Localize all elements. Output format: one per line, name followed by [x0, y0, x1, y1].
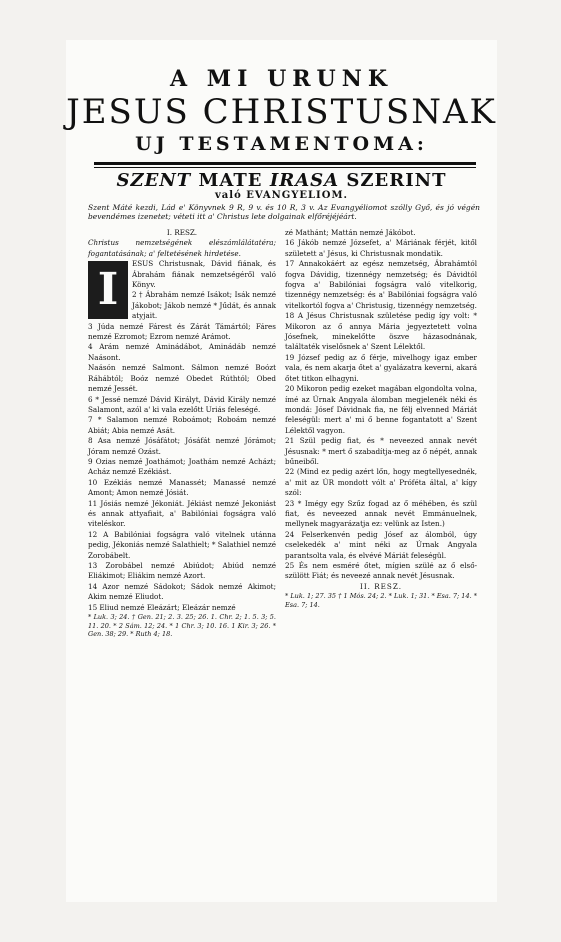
verse: 12 A Babilóniai fogságra való vitelnek utánna pedig, Jékoniás nemzé Salathielt; * Salathiel nemzé Zorobábelt.	[88, 529, 276, 560]
drop-cap: I	[88, 261, 128, 319]
next-chapter-heading: II. RESZ.	[360, 581, 402, 591]
title-line-5: való EVANGYELIOM.	[214, 190, 348, 201]
chapter-heading: I. RESZ.	[166, 228, 198, 237]
right-footnotes: * Luk. 1; 27. 35 † 1 Mós. 24; 2. * Luk. 1; 31. * Esa. 7; 14. * Esa. 7; 14.	[285, 592, 477, 609]
verse: 24 Felserkenvén pedig Jósef az álomból, úgy cselekedék a' mint néki az Úrnak Angyala parantsolta vala, és elvévé Máriát feleségül.	[285, 529, 477, 560]
title-szerint: SZERINT	[346, 170, 447, 191]
verse: 9 Ozias nemzé Joathámot; Joathám nemzé Acházt; Acház nemzé Ezékiást.	[88, 456, 276, 477]
verse: 22 (Mind ez pedig azért lőn, hogy megtellyesednék, a' mit az ÚR mondott vólt a' Próféta által, a' kígy szól:	[285, 467, 477, 498]
verse: 21 Szül pedig fiat, és * neveezed annak nevét Jésusnak: * mert ő szabadítja-meg az ő népét, annak bűneiből.	[285, 436, 477, 466]
title-szent: SZENT	[116, 170, 192, 191]
verse: 14 Azor nemzé Sádokot; Sádok nemzé Akimot; Akim nemzé Eliudot.	[88, 581, 276, 602]
verse: 11 Jósiás nemzé Jékoniát. Jékiást nemzé Jekoniást és annak attyafiait, a' Babilóniai fogságra való viteléskor.	[88, 498, 276, 529]
verse: 7 * Salamon nemzé Roboámot; Roboám nemzé Abiát; Abia nemzé Asát.	[88, 415, 276, 435]
title-line-4	[66, 170, 497, 191]
verse: 15 Eliud nemzé Eleázárt; Eleázár nemzé	[88, 602, 236, 612]
verse: Naásón nemzé Salmont. Sálmon nemzé Boózt Ráhábtól; Boóz nemzé Obedet Rúthtól; Obed nemzé Jessét.	[88, 363, 276, 394]
left-footnotes: * Luk. 3; 24. † Gen. 21; 2. 3. 25; 26. 1. Chr. 2; 1. 5. 3; 5. 11. 20. * 2 Sám. 12; 24. * 1 Chr. 3; 10. 16. 1 Kir. 3; 26. * Gen. 38; 29. * Ruth 4; 18.	[88, 613, 276, 639]
title-rule-thin	[94, 167, 476, 168]
verse: 25 És nem esméré őtet, mígien szülé az ő első-szülött Fiát; és neveezé annak nevét Jésusnak.	[285, 561, 477, 581]
verse: 6 * Jessé nemzé Dávid Királyt, Dávid Király nemzé Salamont, azól a' ki vala ezelőtt Uriás feleségé.	[88, 394, 276, 414]
chapter-summary: Christus nemzetségének elészámlálátatéra; fogantatásának; a' feltetésének hirdetése.	[88, 238, 276, 258]
verse: ESUS Christusnak, Dávid fiának, és Ábrahám fiának nemzetségéről való Könyv.	[132, 259, 276, 290]
title-irasa: IRASA	[269, 170, 340, 191]
verse: 16 Jákób nemzé Józsefet, a' Máriának férjét, kitől született a' Jésus, ki Christusnak mondatik.	[285, 238, 477, 258]
verse: 4 Arám nemzé Aminádábot, Aminádáb nemzé Naásont.	[88, 342, 276, 362]
title-mate: MATE	[198, 170, 263, 191]
verse: zé Mathánt; Mattán nemzé Jákóbot.	[285, 228, 416, 237]
verse: 13 Zorobábel nemzé Abiúdot; Abiúd nemzé Eliákimot; Eliákim nemzé Azort.	[88, 561, 276, 581]
title-rule-thick	[94, 162, 476, 165]
right-column	[285, 228, 477, 609]
verse: 3 Júda nemzé Fárest és Zárát Támártól; Fáres nemzé Ezromot; Ezrom nemzé Arámot.	[88, 321, 276, 342]
verse: 17 Annakokáért az egész nemzetség, Ábrahámtól fogva Dávidig, tizennégy nemzetség; és Dávidtól fogva a' Babilóniai fogságra való vitelkorig, tizennégy nemzetség: és a' Babilóniai fogságra való vitelkortól fogva a' Christusig, tizennégy nemzetség.	[285, 259, 477, 310]
verse: 20 Mikoron pedig ezeket magában elgondolta volna, ímé az Úrnak Angyala álomban megjelenék néki és mondá: Jósef Dávidnak fia, ne félj elvenned Máriát feleségül: mert a' mi ő benne fogantatott a' Szent Lélektől vagyon.	[285, 384, 477, 435]
title-line-3: UJ TESTAMENTOMA:	[135, 133, 428, 155]
left-column	[88, 228, 276, 639]
verse: 10 Ezékiás nemzé Manassét; Manassé nemzé Amont; Amon nemzé Jósiát.	[88, 477, 276, 498]
verse: 19 József pedig az ő férje, mivelhogy igaz ember vala, és nem akarja őtet a' gyalázatra keverni, akará őtet titkon elhagyni.	[285, 352, 477, 383]
verse: 23 * Imégy egy Szűz fogad az ő méhében, és szül fiat, és neveezed annak nevét Emmánuelnek, mellynek magyarázatja ez: velünk az Isten.)	[285, 498, 477, 529]
verse: 8 Asa nemzé Jósáfátot; Jósáfát nemzé Jórámot; Jóram nemzé Ozást.	[88, 436, 276, 456]
verse: 18 A Jésus Christusnak születése pedig így volt: * Mikoron az ő annya Mária jegyeztetett volna Jósefnek, minekelőtte öszve házasodnának, találtaték viselősnek a' Szent Lélektől.	[285, 311, 477, 352]
title-line-2: JESUS CHRISTUSNAK	[66, 92, 497, 132]
verse: 2 † Ábrahám nemzé Isákot; Isák nemzé Jákobot; Jákob nemzé * Jűdát, és annak atyjait.	[132, 290, 276, 321]
book-summary: Szent Máté kezdi, Lád e' Könyvnek 9 R, 9 v. és 10 R, 3 v. Az Evangyéliomot szólly Győ, és jó végén bevendémes izenetet; véteti itt a' Christus lete dolgainak elfőréjéjéárt.	[88, 203, 480, 221]
title-line-1: A MI URUNK	[170, 66, 393, 92]
